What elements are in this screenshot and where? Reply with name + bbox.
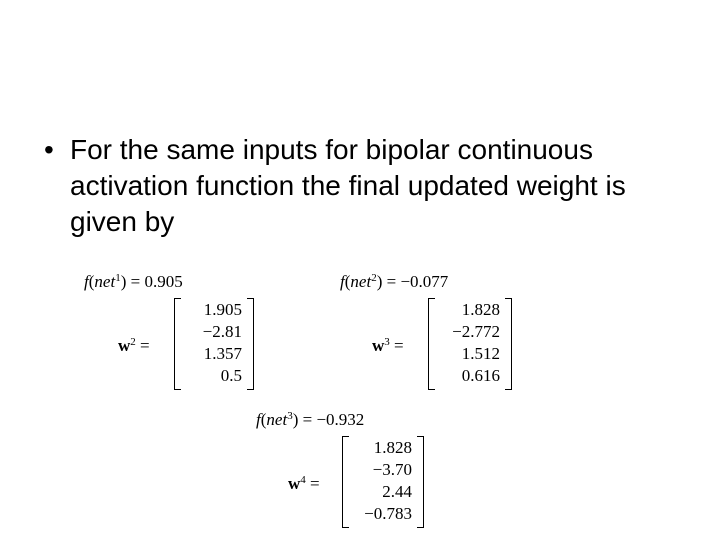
- matrix-cell: 1.512: [461, 344, 500, 363]
- matrix-cell: 0.616: [461, 366, 500, 385]
- matrix-cell: 2.44: [382, 482, 412, 501]
- equation-f-net2: f(net$^2$) = −0.077: [340, 272, 449, 291]
- left-bracket: [342, 436, 349, 528]
- right-bracket: [247, 298, 254, 390]
- matrix-w4: [342, 436, 424, 528]
- matrix-cell: 1.905: [203, 300, 242, 319]
- matrix-cell: −2.81: [202, 322, 242, 341]
- right-bracket: [505, 298, 512, 390]
- matrix-cell: 1.357: [203, 344, 242, 363]
- matrix-w3: [428, 298, 512, 390]
- matrix-w4-label: $w^4$ =: [288, 474, 320, 493]
- matrix-w3-label: $w^3$ =: [372, 336, 404, 355]
- bullet-marker: •: [44, 134, 54, 165]
- matrix-cell: −3.70: [372, 460, 412, 479]
- matrix-cell: −0.783: [364, 504, 412, 523]
- matrix-w2-label: $w^2$ =: [118, 336, 150, 355]
- matrix-cell: −2.772: [452, 322, 500, 341]
- matrix-cell: 0.5: [220, 366, 242, 385]
- matrix-cell: 1.828: [461, 300, 500, 319]
- matrix-cell: 1.828: [373, 438, 412, 457]
- right-bracket: [417, 436, 424, 528]
- equation-f-net3: f(net$^3$) = −0.932: [256, 410, 365, 429]
- matrix-w2: [174, 298, 254, 390]
- equation-f-net1: f(net$^1$) = 0.905: [84, 272, 183, 291]
- left-bracket: [428, 298, 435, 390]
- bullet-text: For the same inputs for bipolar continuous activation function the final updated weight is given by: [70, 134, 626, 237]
- left-bracket: [174, 298, 181, 390]
